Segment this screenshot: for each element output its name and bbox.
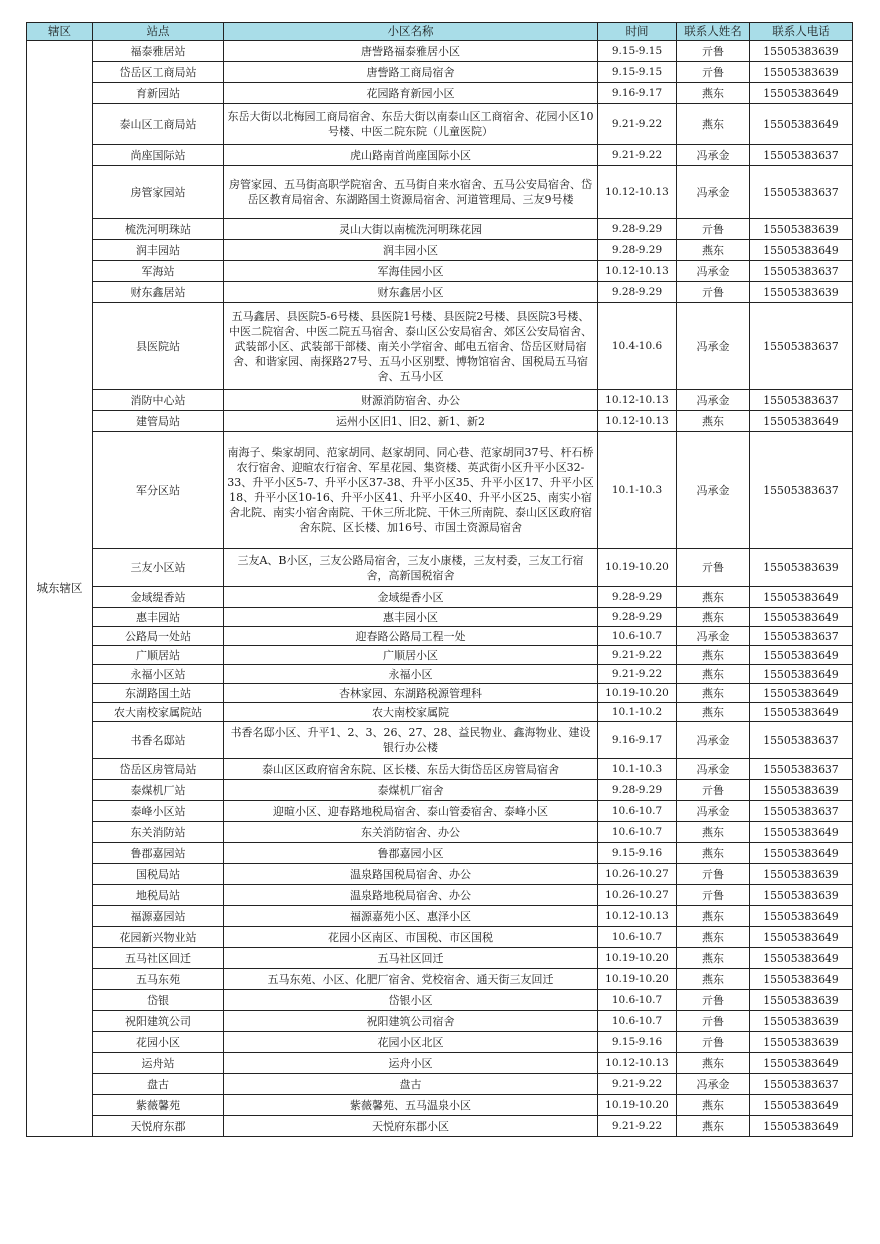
time-cell: 9.16-9.17 [598, 83, 677, 104]
contact-phone-cell: 15505383649 [750, 927, 853, 948]
contact-name-cell: 亓鲁 [677, 41, 750, 62]
station-cell: 梳洗河明珠站 [93, 219, 224, 240]
contact-name-cell: 燕东 [677, 665, 750, 684]
contact-phone-cell: 15505383639 [750, 282, 853, 303]
station-cell: 军海站 [93, 261, 224, 282]
contact-phone-cell: 15505383637 [750, 145, 853, 166]
contact-name-cell: 冯承金 [677, 1074, 750, 1095]
header-time: 时间 [598, 23, 677, 41]
contact-name-cell: 燕东 [677, 843, 750, 864]
community-cell: 天悦府东郡小区 [224, 1116, 598, 1137]
table-row [27, 722, 853, 759]
table-row [27, 282, 853, 303]
station-cell: 鲁郡嘉园站 [93, 843, 224, 864]
time-cell: 10.12-10.13 [598, 166, 677, 219]
station-cell: 国税局站 [93, 864, 224, 885]
contact-phone-cell: 15505383649 [750, 411, 853, 432]
station-cell: 永福小区站 [93, 665, 224, 684]
station-cell: 天悦府东郡 [93, 1116, 224, 1137]
table-row [27, 780, 853, 801]
contact-phone-cell: 15505383649 [750, 703, 853, 722]
time-cell: 9.28-9.29 [598, 240, 677, 261]
station-cell: 公路局一处站 [93, 627, 224, 646]
community-cell: 福源嘉苑小区、惠泽小区 [224, 906, 598, 927]
contact-name-cell: 冯承金 [677, 166, 750, 219]
station-cell: 五马社区回迁 [93, 948, 224, 969]
time-cell: 10.1-10.3 [598, 759, 677, 780]
station-cell: 房管家园站 [93, 166, 224, 219]
time-cell: 9.28-9.29 [598, 282, 677, 303]
community-cell: 五马鑫居、县医院5-6号楼、县医院1号楼、县医院2号楼、县医院3号楼、中医二院宿舍、中医二院五马宿舍、泰山区公安局宿舍、郊区公安局宿舍、武装部小区、武装部干部楼、南关小学宿舍、邮电五宿舍、岱岳区财局宿舍、和谐家园、南探路27号、五马小区别墅、博物馆宿舍、国税局五马宿舍、五马小区 [224, 303, 598, 390]
community-cell: 迎暄小区、迎春路地税局宿舍、泰山管委宿舍、泰峰小区 [224, 801, 598, 822]
header-region: 辖区 [27, 23, 93, 41]
station-cell: 县医院站 [93, 303, 224, 390]
table-row [27, 822, 853, 843]
community-cell: 泰山区区政府宿舍东院、区长楼、东岳大街岱岳区房管局宿舍 [224, 759, 598, 780]
station-cell: 紫薇馨苑 [93, 1095, 224, 1116]
table-row [27, 1053, 853, 1074]
station-cell: 军分区站 [93, 432, 224, 549]
time-cell: 9.28-9.29 [598, 219, 677, 240]
contact-phone-cell: 15505383639 [750, 62, 853, 83]
station-cell: 财东鑫居站 [93, 282, 224, 303]
contact-phone-cell: 15505383639 [750, 41, 853, 62]
community-cell: 广顺居小区 [224, 646, 598, 665]
time-cell: 9.15-9.15 [598, 62, 677, 83]
contact-name-cell: 亓鲁 [677, 62, 750, 83]
contact-phone-cell: 15505383639 [750, 219, 853, 240]
contact-name-cell: 燕东 [677, 822, 750, 843]
contact-phone-cell: 15505383649 [750, 608, 853, 627]
time-cell: 9.16-9.17 [598, 722, 677, 759]
station-cell: 岱银 [93, 990, 224, 1011]
table-row [27, 665, 853, 684]
time-cell: 10.19-10.20 [598, 549, 677, 587]
contact-name-cell: 亓鲁 [677, 780, 750, 801]
contact-phone-cell: 15505383637 [750, 722, 853, 759]
contact-name-cell: 燕东 [677, 1116, 750, 1137]
station-cell: 消防中心站 [93, 390, 224, 411]
community-cell: 三友A、B小区，三友公路局宿舍，三友小康楼，三友村委，三友工行宿舍，高新国税宿舍 [224, 549, 598, 587]
contact-name-cell: 燕东 [677, 684, 750, 703]
community-cell: 东岳大街以北梅园工商局宿舍、东岳大街以南泰山区工商宿舍、花园小区10号楼、中医二院东院（儿童医院） [224, 104, 598, 145]
time-cell: 10.1-10.2 [598, 703, 677, 722]
contact-phone-cell: 15505383649 [750, 1116, 853, 1137]
header-station: 站点 [93, 23, 224, 41]
community-cell: 花园路育新园小区 [224, 83, 598, 104]
contact-name-cell: 亓鲁 [677, 282, 750, 303]
station-cell: 祝阳建筑公司 [93, 1011, 224, 1032]
time-cell: 10.12-10.13 [598, 1053, 677, 1074]
contact-phone-cell: 15505383637 [750, 801, 853, 822]
contact-phone-cell: 15505383649 [750, 684, 853, 703]
table-row [27, 549, 853, 587]
table-row [27, 990, 853, 1011]
community-cell: 岱银小区 [224, 990, 598, 1011]
table-row [27, 684, 853, 703]
community-cell: 润丰园小区 [224, 240, 598, 261]
station-cell: 育新园站 [93, 83, 224, 104]
contact-phone-cell: 15505383639 [750, 885, 853, 906]
community-cell: 财东鑫居小区 [224, 282, 598, 303]
community-cell: 祝阳建筑公司宿舍 [224, 1011, 598, 1032]
community-cell: 盘古 [224, 1074, 598, 1095]
time-cell: 9.15-9.16 [598, 1032, 677, 1053]
contact-name-cell: 燕东 [677, 587, 750, 608]
time-cell: 9.21-9.22 [598, 145, 677, 166]
station-cell: 书香名邸站 [93, 722, 224, 759]
station-cell: 运舟站 [93, 1053, 224, 1074]
contact-name-cell: 燕东 [677, 948, 750, 969]
table-row [27, 843, 853, 864]
table-row [27, 240, 853, 261]
station-cell: 润丰园站 [93, 240, 224, 261]
table-row [27, 166, 853, 219]
contact-name-cell: 亓鲁 [677, 549, 750, 587]
region-cell: 城东辖区 [27, 41, 93, 1137]
community-cell: 花园小区北区 [224, 1032, 598, 1053]
station-cell: 岱岳区房管局站 [93, 759, 224, 780]
community-cell: 金域缇香小区 [224, 587, 598, 608]
table-header-row [27, 23, 853, 41]
time-cell: 10.26-10.27 [598, 864, 677, 885]
time-cell: 9.28-9.29 [598, 608, 677, 627]
contact-phone-cell: 15505383639 [750, 1011, 853, 1032]
table-row [27, 864, 853, 885]
contact-name-cell: 燕东 [677, 927, 750, 948]
time-cell: 10.19-10.20 [598, 948, 677, 969]
table-row [27, 1011, 853, 1032]
contact-phone-cell: 15505383649 [750, 969, 853, 990]
time-cell: 10.6-10.7 [598, 801, 677, 822]
contact-phone-cell: 15505383649 [750, 104, 853, 145]
contact-name-cell: 亓鲁 [677, 990, 750, 1011]
table-row [27, 646, 853, 665]
header-contact-phone: 联系人电话 [750, 23, 853, 41]
table-row [27, 104, 853, 145]
contact-name-cell: 冯承金 [677, 432, 750, 549]
table-row [27, 801, 853, 822]
contact-phone-cell: 15505383637 [750, 432, 853, 549]
community-cell: 南海子、柴家胡同、范家胡同、赵家胡同、同心巷、范家胡同37号、杆石桥农行宿舍、迎暄农行宿舍、军星花园、集资楼、英武街小区升平小区32-33、升平小区5-7、升平小区37-38、升平小区35、升平小区17、升平小区18、升平小区10-16、升平小区41、升平小区40、升平小区25、南实小宿舍北院、南实小宿舍南院、干休三所北院、干休三所南院、泰山区区政府宿舍东院、区长楼、加16号、市国土资源局宿舍 [224, 432, 598, 549]
community-cell: 杏林家园、东湖路税源管理科 [224, 684, 598, 703]
contact-name-cell: 燕东 [677, 608, 750, 627]
time-cell: 10.6-10.7 [598, 1011, 677, 1032]
contact-phone-cell: 15505383649 [750, 1095, 853, 1116]
contact-name-cell: 冯承金 [677, 261, 750, 282]
station-cell: 福泰雅居站 [93, 41, 224, 62]
contact-name-cell: 冯承金 [677, 303, 750, 390]
time-cell: 10.12-10.13 [598, 390, 677, 411]
community-cell: 书香名邸小区、升平1、2、3、26、27、28、益民物业、鑫海物业、建设银行办公楼 [224, 722, 598, 759]
community-cell: 泰煤机厂宿舍 [224, 780, 598, 801]
contact-phone-cell: 15505383649 [750, 906, 853, 927]
community-cell: 运舟小区 [224, 1053, 598, 1074]
contact-phone-cell: 15505383649 [750, 948, 853, 969]
station-cell: 金域缇香站 [93, 587, 224, 608]
table-row [27, 41, 853, 62]
community-cell: 房管家园、五马街高职学院宿舍、五马街自来水宿舍、五马公安局宿舍、岱岳区教育局宿舍、东湖路国土资源局宿舍、河道管理局、三友9号楼 [224, 166, 598, 219]
community-cell: 温泉路地税局宿舍、办公 [224, 885, 598, 906]
contact-name-cell: 冯承金 [677, 145, 750, 166]
contact-name-cell: 冯承金 [677, 722, 750, 759]
station-cell: 农大南校家属院站 [93, 703, 224, 722]
station-cell: 惠丰园站 [93, 608, 224, 627]
time-cell: 10.6-10.7 [598, 822, 677, 843]
community-schedule-table [26, 22, 853, 1137]
station-cell: 花园小区 [93, 1032, 224, 1053]
community-cell: 惠丰园小区 [224, 608, 598, 627]
table-row [27, 969, 853, 990]
time-cell: 9.21-9.22 [598, 646, 677, 665]
time-cell: 10.12-10.13 [598, 906, 677, 927]
contact-name-cell: 燕东 [677, 1095, 750, 1116]
table-row [27, 759, 853, 780]
contact-phone-cell: 15505383637 [750, 166, 853, 219]
contact-phone-cell: 15505383649 [750, 240, 853, 261]
community-schedule-sheet [26, 22, 852, 1137]
contact-phone-cell: 15505383637 [750, 390, 853, 411]
contact-name-cell: 燕东 [677, 104, 750, 145]
time-cell: 9.28-9.29 [598, 587, 677, 608]
community-cell: 军海佳园小区 [224, 261, 598, 282]
community-cell: 五马社区回迁 [224, 948, 598, 969]
station-cell: 泰煤机厂站 [93, 780, 224, 801]
contact-phone-cell: 15505383649 [750, 646, 853, 665]
table-row [27, 1032, 853, 1053]
community-cell: 灵山大街以南梳洗河明珠花园 [224, 219, 598, 240]
contact-phone-cell: 15505383639 [750, 1032, 853, 1053]
contact-phone-cell: 15505383639 [750, 990, 853, 1011]
contact-phone-cell: 15505383649 [750, 1053, 853, 1074]
header-community: 小区名称 [224, 23, 598, 41]
community-cell: 迎春路公路局工程一处 [224, 627, 598, 646]
contact-name-cell: 燕东 [677, 1053, 750, 1074]
table-row [27, 83, 853, 104]
community-cell: 永福小区 [224, 665, 598, 684]
contact-name-cell: 燕东 [677, 703, 750, 722]
time-cell: 10.4-10.6 [598, 303, 677, 390]
contact-name-cell: 亓鲁 [677, 1011, 750, 1032]
community-cell: 温泉路国税局宿舍、办公 [224, 864, 598, 885]
contact-phone-cell: 15505383649 [750, 822, 853, 843]
station-cell: 尚座国际站 [93, 145, 224, 166]
table-row [27, 885, 853, 906]
contact-name-cell: 燕东 [677, 646, 750, 665]
time-cell: 10.6-10.7 [598, 927, 677, 948]
contact-phone-cell: 15505383637 [750, 759, 853, 780]
table-row [27, 627, 853, 646]
contact-name-cell: 冯承金 [677, 759, 750, 780]
community-cell: 虎山路南首尚座国际小区 [224, 145, 598, 166]
table-row [27, 587, 853, 608]
contact-phone-cell: 15505383649 [750, 665, 853, 684]
contact-name-cell: 冯承金 [677, 390, 750, 411]
time-cell: 9.21-9.22 [598, 1116, 677, 1137]
contact-name-cell: 亓鲁 [677, 1032, 750, 1053]
table-row [27, 62, 853, 83]
contact-phone-cell: 15505383637 [750, 627, 853, 646]
contact-phone-cell: 15505383639 [750, 549, 853, 587]
community-cell: 财源消防宿舍、办公 [224, 390, 598, 411]
community-cell: 唐訾路福泰雅居小区 [224, 41, 598, 62]
contact-name-cell: 冯承金 [677, 627, 750, 646]
community-cell: 花园小区南区、市国税、市区国税 [224, 927, 598, 948]
station-cell: 三友小区站 [93, 549, 224, 587]
community-cell: 运州小区旧1、旧2、新1、新2 [224, 411, 598, 432]
time-cell: 10.26-10.27 [598, 885, 677, 906]
contact-name-cell: 燕东 [677, 240, 750, 261]
time-cell: 10.19-10.20 [598, 969, 677, 990]
community-cell: 唐訾路工商局宿舍 [224, 62, 598, 83]
contact-name-cell: 燕东 [677, 411, 750, 432]
station-cell: 广顺居站 [93, 646, 224, 665]
station-cell: 泰山区工商局站 [93, 104, 224, 145]
table-row [27, 1074, 853, 1095]
station-cell: 盘古 [93, 1074, 224, 1095]
contact-name-cell: 燕东 [677, 83, 750, 104]
community-cell: 东关消防宿舍、办公 [224, 822, 598, 843]
time-cell: 10.6-10.7 [598, 627, 677, 646]
header-contact-name: 联系人姓名 [677, 23, 750, 41]
contact-name-cell: 燕东 [677, 969, 750, 990]
time-cell: 10.19-10.20 [598, 684, 677, 703]
time-cell: 10.12-10.13 [598, 261, 677, 282]
station-cell: 五马东苑 [93, 969, 224, 990]
time-cell: 10.12-10.13 [598, 411, 677, 432]
time-cell: 9.15-9.16 [598, 843, 677, 864]
community-cell: 五马东苑、小区、化肥厂宿舍、党校宿舍、通天街三友回迁 [224, 969, 598, 990]
table-row [27, 927, 853, 948]
community-cell: 鲁郡嘉园小区 [224, 843, 598, 864]
table-row [27, 1095, 853, 1116]
contact-phone-cell: 15505383637 [750, 303, 853, 390]
station-cell: 地税局站 [93, 885, 224, 906]
station-cell: 东湖路国土站 [93, 684, 224, 703]
station-cell: 建管局站 [93, 411, 224, 432]
table-row [27, 261, 853, 282]
contact-phone-cell: 15505383637 [750, 261, 853, 282]
station-cell: 花园新兴物业站 [93, 927, 224, 948]
table-row [27, 948, 853, 969]
table-row [27, 219, 853, 240]
table-body [27, 41, 853, 1137]
station-cell: 岱岳区工商局站 [93, 62, 224, 83]
table-row [27, 411, 853, 432]
table-row [27, 703, 853, 722]
station-cell: 泰峰小区站 [93, 801, 224, 822]
contact-phone-cell: 15505383639 [750, 780, 853, 801]
contact-phone-cell: 15505383639 [750, 864, 853, 885]
table-row [27, 145, 853, 166]
time-cell: 10.1-10.3 [598, 432, 677, 549]
contact-phone-cell: 15505383649 [750, 83, 853, 104]
time-cell: 10.6-10.7 [598, 990, 677, 1011]
contact-phone-cell: 15505383637 [750, 1074, 853, 1095]
community-cell: 紫薇馨苑、五马温泉小区 [224, 1095, 598, 1116]
time-cell: 9.21-9.22 [598, 1074, 677, 1095]
table-row [27, 608, 853, 627]
contact-name-cell: 燕东 [677, 906, 750, 927]
table-row [27, 906, 853, 927]
time-cell: 9.15-9.15 [598, 41, 677, 62]
contact-name-cell: 亓鲁 [677, 864, 750, 885]
contact-phone-cell: 15505383649 [750, 843, 853, 864]
table-row [27, 1116, 853, 1137]
table-row [27, 432, 853, 549]
contact-name-cell: 冯承金 [677, 801, 750, 822]
time-cell: 9.21-9.22 [598, 665, 677, 684]
time-cell: 10.19-10.20 [598, 1095, 677, 1116]
contact-name-cell: 亓鲁 [677, 219, 750, 240]
table-row [27, 303, 853, 390]
contact-name-cell: 亓鲁 [677, 885, 750, 906]
station-cell: 东关消防站 [93, 822, 224, 843]
time-cell: 9.21-9.22 [598, 104, 677, 145]
community-cell: 农大南校家属院 [224, 703, 598, 722]
station-cell: 福源嘉园站 [93, 906, 224, 927]
table-row [27, 390, 853, 411]
time-cell: 9.28-9.29 [598, 780, 677, 801]
contact-phone-cell: 15505383649 [750, 587, 853, 608]
